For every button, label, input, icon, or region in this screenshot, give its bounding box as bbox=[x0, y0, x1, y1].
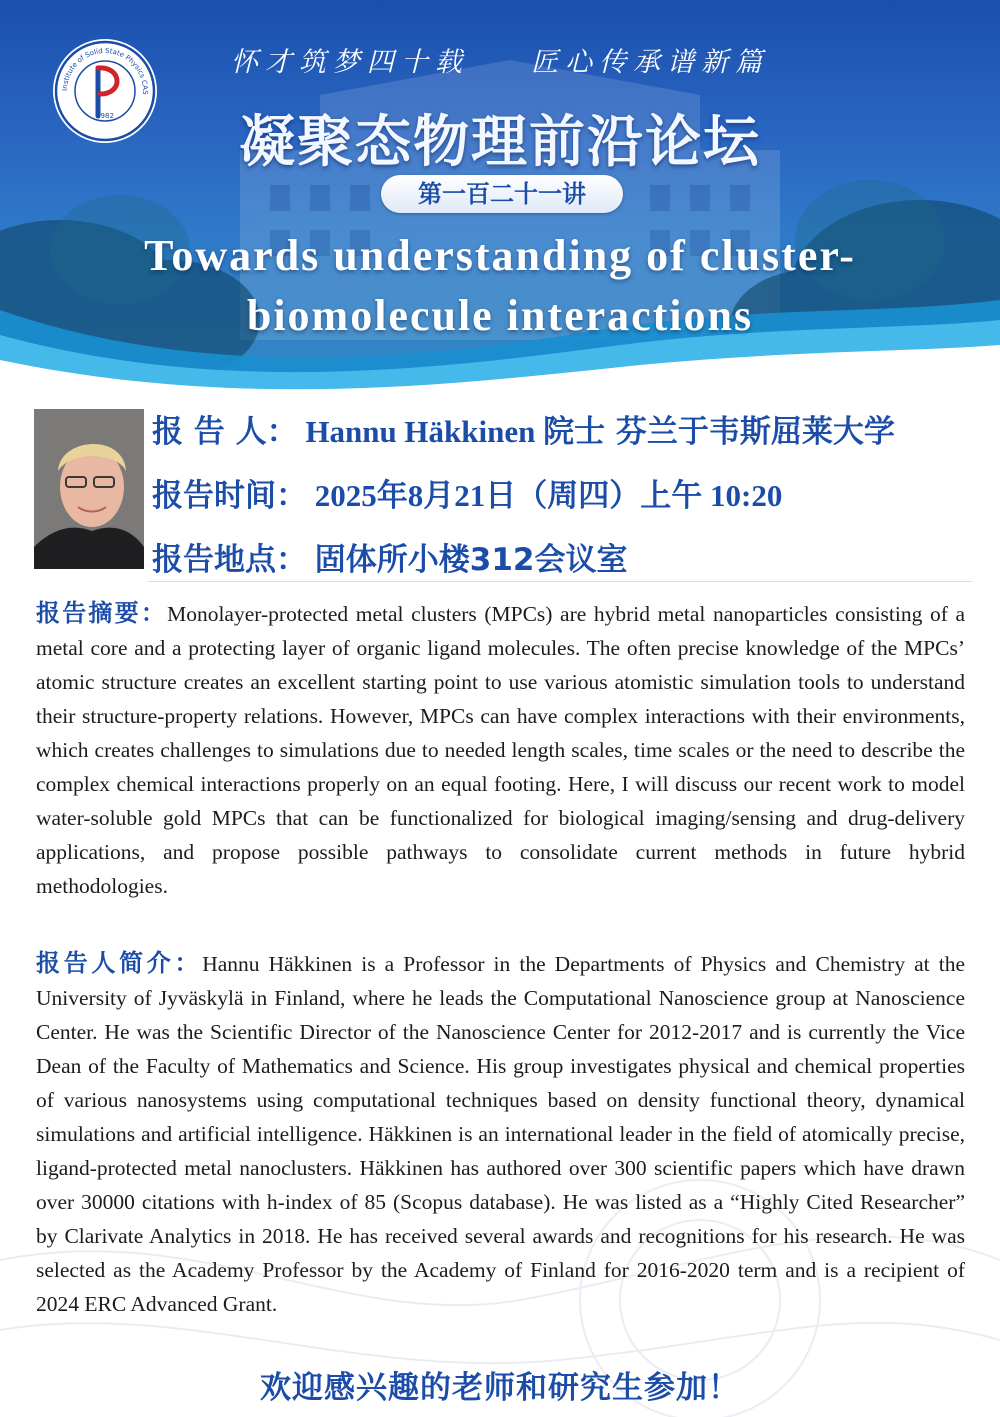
forum-title: 凝聚态物理前沿论坛 bbox=[239, 110, 761, 175]
speaker-affiliation: 院士 芬兰于韦斯屈莱大学 bbox=[543, 414, 895, 450]
venue-label: 报告地点： bbox=[152, 542, 307, 578]
time-label: 报告时间： bbox=[152, 478, 307, 514]
venue-row bbox=[152, 534, 627, 579]
divider bbox=[148, 581, 972, 582]
speaker-row bbox=[152, 406, 895, 451]
abstract-section bbox=[36, 596, 965, 903]
abstract-text: Monolayer-protected metal clusters (MPCs) are hybrid metal nanoparticles consisting of a metal core and a protecting layer of organic ligand molecules. The often precise knowledge of the MPCs’ atomic structure creates an excellent starting point to use various atomistic simulation tools to understand their structure-property relations. However, MPCs can have complex interactions with their environments, which creates challenges to simulations due to needed length scales, time scales or the need to describe the complex chemical interactions properly on an equal footing. Here, I will discuss our recent work to model water-soluble gold MPCs that can be functionalized for biological imaging/sensing and drug-delivery applications, and propose possible pathways to consolidate current methods in future hybrid methodologies. bbox=[36, 602, 966, 898]
lecture-number-badge: 第一百二十一讲 bbox=[381, 175, 623, 213]
bio-label: 报告人简介： bbox=[36, 949, 203, 977]
bio-section bbox=[36, 946, 965, 1321]
welcome-message: 欢迎感兴趣的老师和研究生参加！ bbox=[260, 1370, 740, 1406]
logo-year: 1982 bbox=[96, 112, 114, 120]
header-banner bbox=[0, 0, 1000, 400]
abstract-label: 报告摘要： bbox=[36, 599, 168, 627]
speaker-label: 报 告 人： bbox=[152, 414, 298, 450]
venue-value: 固体所小楼312会议室 bbox=[314, 542, 628, 578]
speaker-photo bbox=[34, 409, 144, 569]
talk-title: Towards understanding of cluster-biomolecule interactions bbox=[144, 231, 856, 340]
slogan: 怀才筑梦四十载 匠心传承谱新篇 bbox=[230, 47, 770, 78]
speaker-name: Hannu Häkkinen bbox=[305, 414, 536, 449]
bio-text: Hannu Häkkinen is a Professor in the Departments of Physics and Chemistry at the University of Jyväskylä in Finland, where he leads the Computational Nanoscience group at Nanoscience Center. He was the Scientific Director of the Nanoscience Center for 2012-2017 and is currently the Vice Dean of the Faculty of Mathematics and Science. His group investigates physical and chemical properties of various nanosystems using computational techniques based on density functional theory, dynamical simulations and artificial intelligence. Häkkinen is an international leader in the field of atomically precise, ligand-protected metal nanoclusters. Häkkinen has authored over 300 scientific papers which have drawn over 30000 citations with h-index of 85 (Scopus database). He was listed as a “Highly Cited Researcher” by Clarivate Analytics in 2018. He has received several awards and recognitions for his research. He was selected as the Academy Professor by the Academy of Finland for 2016-2020 term and is a recipient of 2024 ERC Advanced Grant. bbox=[36, 952, 965, 1316]
time-value: 2025年8月21日（周四）上午 10:20 bbox=[314, 478, 783, 513]
logo-ring-text: Institute of Solid State Physics CAS bbox=[60, 46, 150, 95]
time-row bbox=[152, 470, 782, 515]
